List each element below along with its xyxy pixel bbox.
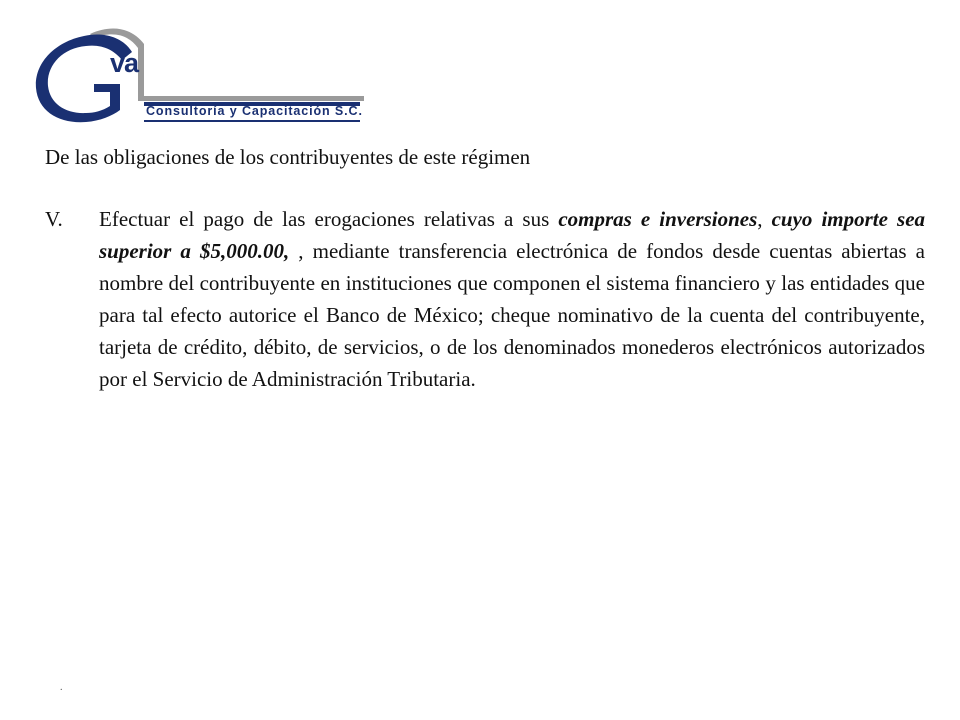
list-item	[45, 203, 925, 395]
item-text	[99, 203, 925, 395]
footer-mark: .	[60, 682, 63, 693]
logo-company-name: Consultoría y Capacitación S.C.	[146, 104, 363, 118]
item-text-part: Efectuar el pago de las erogaciones relativas a sus	[99, 207, 559, 231]
item-emphasis: cuyo importe sea superior a $5,000.00,	[99, 207, 926, 263]
section-heading: De las obligaciones de los contribuyentes de este régimen	[45, 145, 531, 169]
logo-monogram: va	[110, 48, 139, 78]
item-emphasis: compras e inversiones	[558, 207, 758, 231]
item-text-part: , mediante transferencia electrónica de fondos desde cuentas abiertas a nombre del contribuyente en instituciones que componen el sistema financiero y las entidades que para tal efecto autorice el Banco de México; cheque nominativo de la cuenta del contribuyente, tarjeta de crédito, débito, de servicios, o de los denominados monederos electrónicos autorizados por el Servicio de Administración Tributaria.	[99, 239, 925, 391]
item-text-part: ,	[757, 207, 772, 231]
company-logo	[28, 22, 368, 132]
item-number: V.	[45, 207, 63, 231]
